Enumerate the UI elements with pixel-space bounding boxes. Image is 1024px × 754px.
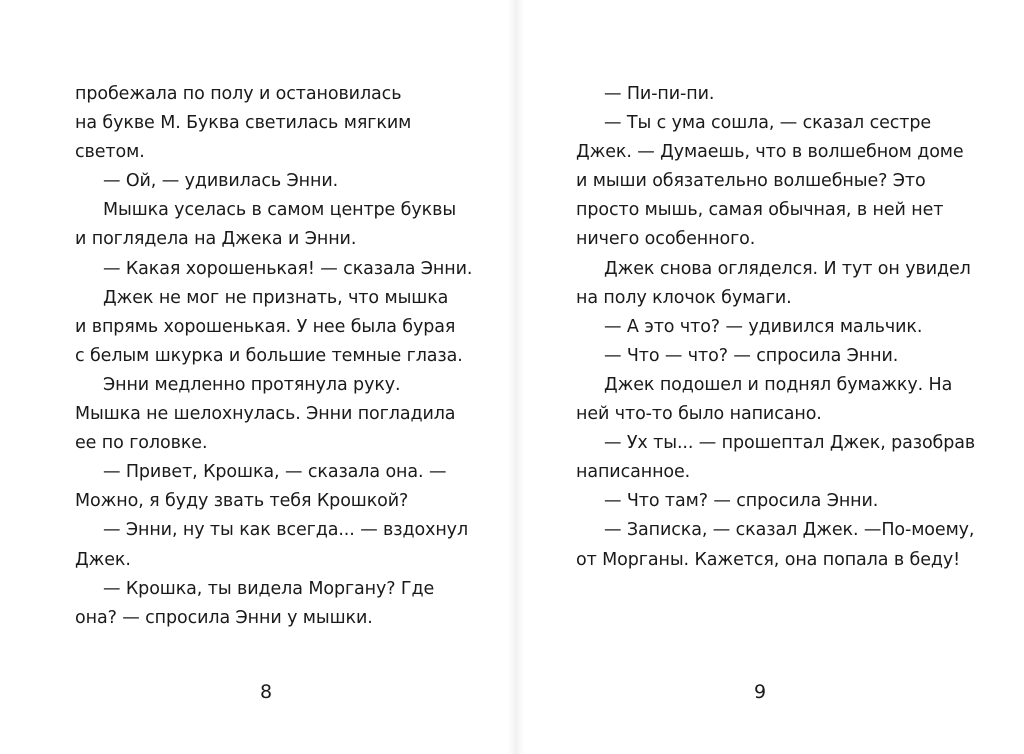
- page-number-right: 9: [753, 681, 767, 703]
- text-line: пробежала по полу и остановилась: [75, 84, 402, 104]
- right-page-text: [576, 80, 976, 575]
- text-line: Джек. — Думаешь, что в волшебном доме: [576, 142, 964, 163]
- text-line: Джек.: [75, 549, 131, 570]
- text-line: и мыши обязательно волшебные? Это: [576, 171, 926, 192]
- text-line: ней что-то было написано.: [576, 404, 822, 425]
- text-line: ее по головке.: [75, 433, 208, 454]
- text-line: она? — спросила Энни у мышки.: [75, 607, 373, 628]
- text-line: и поглядела на Джека и Энни.: [75, 229, 357, 250]
- text-line: Энни медленно протянула руку.: [103, 374, 401, 395]
- text-line: — Ты с ума сошла, — сказал сестре: [604, 113, 932, 134]
- text-line: Мышка не шелохнулась. Энни погладила: [75, 404, 456, 425]
- text-line: написанное.: [576, 462, 691, 483]
- text-line: Джек подошел и поднял бумажку. На: [604, 374, 953, 395]
- book-gutter: [508, 0, 524, 754]
- text-line: — Какая хорошенькая! — сказала Энни.: [103, 258, 473, 279]
- text-line: — Энни, ну ты как всегда... — вздохнул: [103, 520, 469, 541]
- text-line: светом.: [75, 142, 145, 163]
- text-line: — Привет, Крошка, — сказала она. —: [103, 462, 447, 483]
- page-number-left: 8: [259, 681, 273, 703]
- text-line: — Ух ты... — прошептал Джек, разобрав: [604, 433, 976, 454]
- text-line: Мышка уселась в самом центре буквы: [103, 200, 457, 221]
- text-line: на полу клочок бумаги.: [576, 287, 792, 308]
- left-page-text: [75, 80, 475, 633]
- text-line: — Крошка, ты видела Моргану? Где: [103, 578, 435, 599]
- text-line: Джек не мог не признать, что мышка: [103, 287, 449, 308]
- text-line: — Записка, — сказал Джек. —По-моему,: [604, 520, 975, 541]
- text-line: Можно, я буду звать тебя Крошкой?: [75, 491, 409, 512]
- text-line: Джек снова огляделся. И тут он увидел: [604, 258, 971, 279]
- text-line: с белым шкурка и большие темные глаза.: [75, 345, 463, 366]
- text-line: ничего особенного.: [576, 229, 756, 250]
- text-line: — А это что? — удивился мальчик.: [604, 316, 923, 337]
- text-line: — Пи-пи-пи.: [604, 84, 715, 104]
- text-line: от Морганы. Кажется, она попала в беду!: [576, 549, 961, 570]
- text-line: — Что — что? — спросила Энни.: [604, 345, 899, 366]
- text-line: на букве М. Буква светилась мягким: [75, 113, 412, 134]
- text-line: — Ой, — удивилась Энни.: [103, 171, 339, 192]
- text-line: — Что там? — спросила Энни.: [604, 491, 879, 512]
- text-line: просто мышь, самая обычная, в ней нет: [576, 200, 944, 221]
- text-line: и впрямь хорошенькая. У нее была бурая: [75, 316, 456, 337]
